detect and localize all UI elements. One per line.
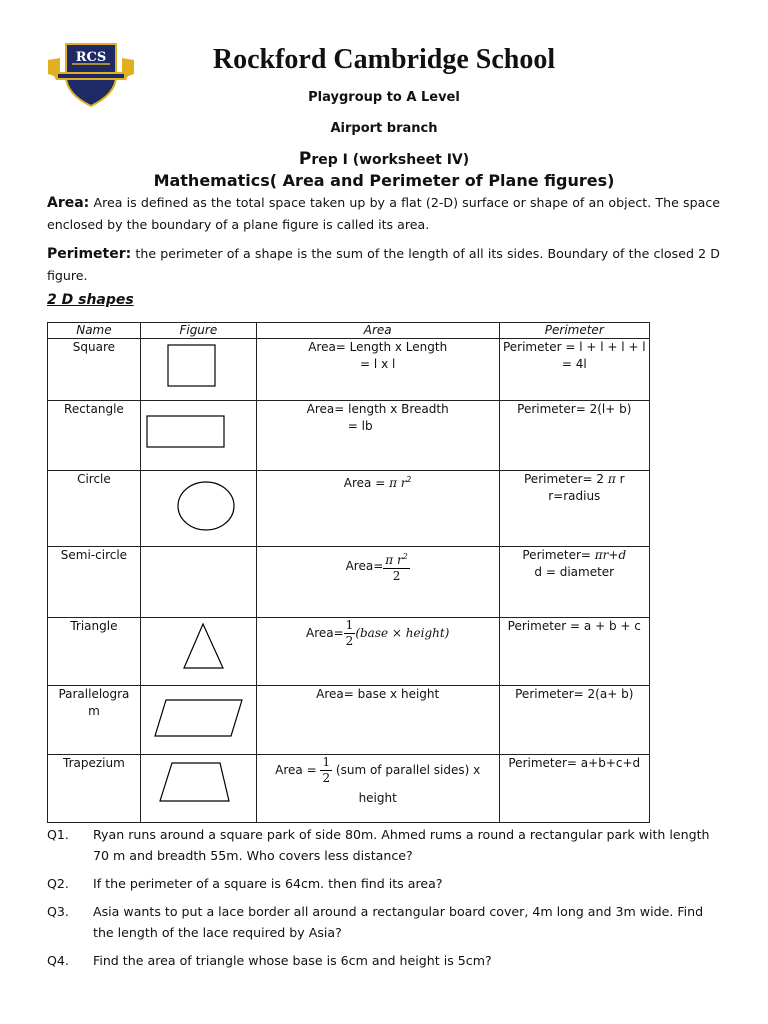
fraction-numerator: 1 (322, 755, 331, 769)
area-line: height (358, 791, 397, 805)
perimeter-prefix: Perimeter= 2 (524, 472, 608, 486)
row-name: Square (48, 339, 141, 401)
perimeter-line: d = diameter (534, 565, 615, 579)
row-perimeter (499, 401, 649, 471)
question-4 (47, 950, 720, 971)
perimeter-line: Perimeter= 2(a+ b) (515, 687, 634, 701)
row-area (256, 547, 499, 618)
question-text: If the perimeter of a square is 64cm. then find its area? (93, 876, 443, 891)
parallelogram-figure (140, 686, 256, 755)
row-perimeter (499, 471, 649, 547)
question-number: Q3. (47, 904, 69, 919)
school-name: Rockford Cambridge School (212, 44, 556, 75)
question-text: Ryan runs around a square park of side 80m. Ahmed rums a round a rectangular park with length 70 m and breadth 55m. Who covers less distance? (93, 827, 710, 863)
header-name: Name (48, 323, 141, 339)
perimeter-label: Perimeter: (47, 246, 132, 262)
row-perimeter (499, 618, 649, 686)
worksheet-label-rest: rep I (worksheet IV) (311, 152, 470, 168)
row-perimeter (499, 755, 649, 823)
fraction-numerator: 1 (345, 618, 354, 632)
table-row (48, 471, 650, 547)
fraction-denominator: 2 (392, 569, 401, 583)
area-fraction (383, 549, 410, 584)
row-name: Rectangle (48, 401, 141, 471)
worksheet-label (0, 149, 768, 169)
perimeter-prefix: Perimeter= (522, 548, 595, 562)
perimeter-text: the perimeter of a shape is the sum of the length of all its sides. Boundary of the closed 2 D figure. (47, 246, 720, 283)
area-label: Area: (47, 195, 90, 211)
area-fraction (320, 755, 332, 786)
header-figure: Figure (140, 323, 256, 339)
table-row (48, 547, 650, 618)
table-header-row (48, 323, 650, 339)
fraction-denominator: 2 (322, 771, 331, 785)
fraction-numerator: π r (385, 553, 403, 567)
area-prefix: Area= (345, 559, 384, 573)
name-line: Parallelogra (58, 687, 130, 701)
area-suffix: (sum of parallel sides) x (332, 763, 481, 777)
fraction-exponent: 2 (402, 552, 408, 561)
perimeter-line: Perimeter= 2(l+ b) (517, 402, 632, 416)
table-row (48, 618, 650, 686)
pi-symbol: π (607, 472, 616, 486)
perimeter-suffix: r (615, 472, 625, 486)
area-line: = l x l (360, 357, 396, 371)
trapezium-figure (140, 755, 256, 823)
semicircle-figure (140, 547, 256, 618)
name-line: m (88, 704, 100, 718)
area-prefix: Area= (306, 626, 344, 640)
question-text: Find the area of triangle whose base is 6cm and height is 5cm? (93, 953, 492, 968)
area-fraction (344, 618, 356, 649)
row-area (256, 755, 499, 823)
table-row (48, 755, 650, 823)
table-row (48, 339, 650, 401)
row-name: Semi-circle (48, 547, 141, 618)
question-2 (47, 873, 720, 894)
row-perimeter (499, 686, 649, 755)
triangle-figure (140, 618, 256, 686)
area-line: Area= base x height (316, 687, 440, 701)
area-prefix: Area = (275, 763, 321, 777)
section-heading: 2 D shapes (47, 292, 134, 308)
row-name: Trapezium (48, 755, 141, 823)
perimeter-line: Perimeter = l + l + l + l (502, 340, 646, 354)
row-area (256, 686, 499, 755)
perimeter-line: Perimeter = a + b + c (507, 619, 641, 633)
area-formula: π r (389, 476, 407, 490)
logo-text: RCS (75, 50, 107, 65)
row-name: Triangle (48, 618, 141, 686)
area-line: Area= Length x Length (308, 340, 448, 354)
fraction-denominator: 2 (345, 634, 354, 648)
circle-figure (140, 471, 256, 547)
question-number: Q2. (47, 876, 69, 891)
header-area: Area (256, 323, 499, 339)
perimeter-line: = 4l (561, 357, 587, 371)
perimeter-definition (47, 243, 720, 286)
perimeter-formula: πr+d (594, 548, 627, 562)
row-area (256, 401, 499, 471)
perimeter-line: r=radius (548, 489, 601, 503)
area-definition (47, 192, 720, 235)
area-line: Area= length x Breadth (306, 402, 449, 416)
subtitle: Playgroup to A Level (308, 90, 460, 105)
row-name: Circle (48, 471, 141, 547)
perimeter-line: Perimeter= a+b+c+d (508, 756, 641, 770)
area-exponent: 2 (406, 475, 412, 484)
question-number: Q1. (47, 827, 69, 842)
branch: Airport branch (330, 121, 438, 136)
shapes-table (47, 322, 650, 823)
row-name (48, 686, 141, 755)
question-3 (47, 901, 720, 943)
worksheet-title: Mathematics( Area and Perimeter of Plane figures) (153, 171, 615, 190)
rectangle-figure (140, 401, 256, 471)
row-area (256, 339, 499, 401)
area-prefix: Area = (343, 476, 390, 490)
row-area (256, 618, 499, 686)
table-row (48, 401, 650, 471)
worksheet-label-initial: P (298, 149, 312, 169)
question-number: Q4. (47, 953, 69, 968)
question-1 (47, 824, 720, 866)
square-figure (140, 339, 256, 401)
question-text: Asia wants to put a lace border all around a rectangular board cover, 4m long and 3m wide. Find the length of the lace required by Asia? (93, 904, 704, 940)
header-perimeter: Perimeter (499, 323, 649, 339)
table-row (48, 686, 650, 755)
area-text: Area is defined as the total space taken up by a flat (2-D) surface or shape of an object. The space enclosed by the boundary of a plane figure is called its area. (47, 195, 720, 232)
row-perimeter (499, 339, 649, 401)
row-perimeter (499, 547, 649, 618)
area-line: = lb (347, 419, 373, 433)
area-formula: (base × height) (355, 626, 450, 640)
row-area (256, 471, 499, 547)
